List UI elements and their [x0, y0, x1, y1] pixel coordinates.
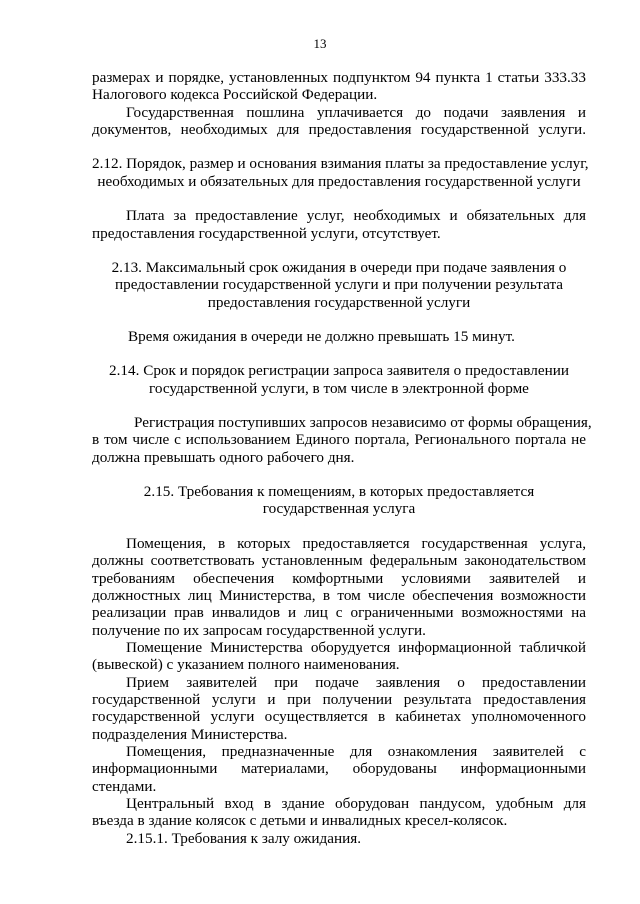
text-line: Время ожидания в очереди не должно превышать 15 минут. — [128, 328, 515, 345]
text-line: въезда в здание колясок с детьми и инвалидных кресел-колясок. — [92, 812, 508, 829]
section-heading: 2.15. Требования к помещениям, в которых предоставляется — [143, 483, 535, 500]
text-line: государственной услуги осуществляется в кабинетах уполномоченного — [92, 708, 586, 725]
section-heading: 2.14. Срок и порядок регистрации запроса заявителя о предоставлении — [109, 362, 569, 379]
section-heading: 2.13. Максимальный срок ожидания в очереди при подаче заявления о — [111, 259, 567, 276]
text-line: Помещения, предназначенные для ознакомления заявителей с — [126, 743, 586, 760]
text-line: Государственная пошлина уплачивается до подачи заявления и — [126, 104, 586, 121]
text-line: предоставления государственной услуги, отсутствует. — [92, 225, 441, 242]
text-line: размерах и порядке, установленных подпунктом 94 пункта 1 статьи 333.33 — [92, 69, 586, 86]
text-line: должна превышать одного рабочего дня. — [92, 449, 355, 466]
text-line: требованиям обеспечения комфортными условиями заявителей и — [92, 570, 586, 587]
section-heading: государственной услуги, в том числе в электронной форме — [149, 380, 529, 397]
section-heading: государственная услуга — [262, 500, 416, 517]
text-line: стендами. — [92, 778, 157, 795]
text-line: государственной услуги и при получении результата предоставления — [92, 691, 586, 708]
text-line: Центральный вход в здание оборудован пандусом, удобным для — [126, 795, 586, 812]
text-line: информационными материалами, оборудованы информационными — [92, 760, 586, 777]
text-line: документов, необходимых для предоставления государственной услуги. — [92, 121, 586, 138]
text-line: Прием заявителей при подаче заявления о предоставлении — [126, 674, 586, 691]
text-line: получение по их запросам государственной услуги. — [92, 622, 426, 639]
section-heading: необходимых и обязательных для предоставления государственной услуги — [97, 173, 581, 190]
page-number: 13 — [313, 36, 327, 51]
text-line: подразделения Министерства. — [92, 726, 288, 743]
text-line: Помещение Министерства оборудуется информационной табличкой — [126, 639, 586, 656]
text-line: должностных лиц Министерства, в том числе обеспечения возможности — [92, 587, 586, 604]
text-line: реализации прав инвалидов и лиц с ограниченными возможностями на — [92, 604, 586, 621]
section-heading: предоставлении государственной услуги и при получении результата — [114, 276, 564, 293]
text-line: Помещения, в которых предоставляется государственная услуга, — [126, 535, 586, 552]
section-heading: предоставления государственной услуги — [207, 294, 471, 311]
text-line: Налогового кодекса Российской Федерации. — [92, 86, 378, 103]
text-line: Плата за предоставление услуг, необходимых и обязательных для — [126, 207, 586, 224]
text-line: 2.15.1. Требования к залу ожидания. — [126, 830, 362, 847]
text-line: в том числе с использованием Единого портала, Регионального портала не — [92, 431, 586, 448]
text-line: (вывеской) с указанием полного наименования. — [92, 656, 400, 673]
text-line: должны соответствовать установленным федеральным законодательством — [92, 552, 586, 569]
text-line: Регистрация поступивших запросов независимо от формы обращения, — [134, 414, 592, 431]
section-heading: 2.12. Порядок, размер и основания взимания платы за предоставление услуг, — [92, 155, 589, 172]
